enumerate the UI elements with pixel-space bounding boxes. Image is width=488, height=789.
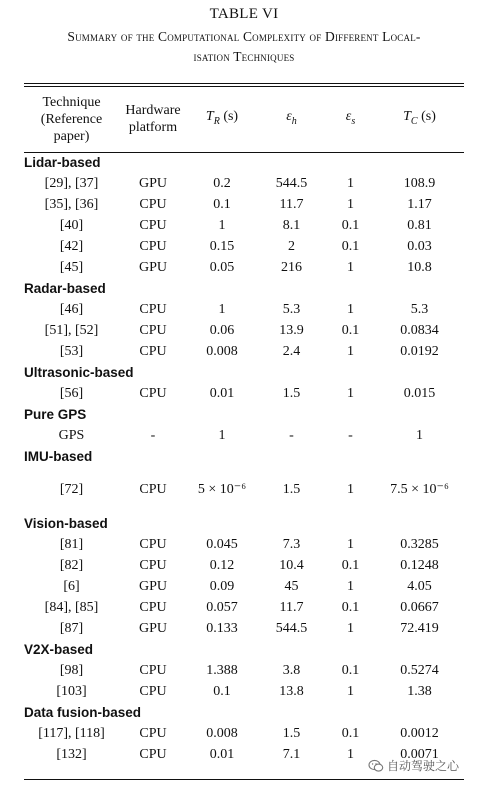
cell-tr: 0.008: [206, 344, 238, 359]
table-row: [24, 660, 464, 681]
table-row: [24, 215, 464, 236]
cell-reference: [51], [52]: [44, 323, 99, 338]
cell-reference: [103]: [56, 684, 87, 699]
cell-tr: 0.05: [209, 260, 235, 275]
table-row: [24, 341, 464, 362]
cell-es: 1: [347, 260, 354, 275]
table-row: [24, 257, 464, 278]
cell-es: 0.1: [341, 726, 360, 741]
cell-hardware: CPU: [139, 344, 167, 359]
header-tc-symbol: T: [403, 109, 411, 125]
cell-tr: 0.01: [209, 386, 235, 401]
cell-tr: 0.045: [206, 537, 238, 552]
header-tr-sub: R: [213, 115, 220, 127]
header-row: [24, 86, 464, 152]
cell-es: 1: [347, 579, 354, 594]
table-row: [24, 383, 464, 404]
cell-reference: [81]: [59, 537, 84, 552]
cell-tc: 0.0834: [400, 323, 439, 338]
cell-hardware: CPU: [139, 386, 167, 401]
cell-tc: 0.015: [403, 386, 436, 401]
table-row: [24, 425, 464, 446]
cell-es: 1: [347, 747, 354, 762]
cell-tr: 1: [218, 302, 226, 317]
cell-reference: [46]: [59, 302, 84, 317]
group-header-row: [24, 702, 464, 723]
cell-eh: 544.5: [275, 176, 308, 191]
cell-tc: 7.5 × 10⁻⁶: [390, 482, 449, 497]
cell-reference: [87]: [59, 621, 84, 636]
cell-tc: 10.8: [407, 260, 432, 275]
cell-eh: 216: [281, 260, 302, 275]
cell-es: 1: [347, 537, 354, 552]
cell-tc: 0.03: [407, 239, 432, 254]
cell-tr: 0.1: [213, 197, 231, 212]
cell-es: 1: [347, 482, 354, 497]
cell-reference: [84], [85]: [44, 600, 99, 615]
cell-tc: 0.5274: [400, 663, 439, 678]
cell-eh: 11.7: [279, 197, 304, 212]
cell-hardware: CPU: [139, 558, 167, 573]
cell-tc: 4.05: [407, 579, 432, 594]
cell-tr: 0.1: [213, 684, 231, 699]
cell-tr: 1: [218, 428, 226, 443]
cell-tr: 5 × 10⁻⁶: [197, 482, 247, 497]
cell-reference: [6]: [63, 579, 80, 594]
table-row: [24, 173, 464, 194]
table-row: [24, 723, 464, 744]
cell-tr: 0.12: [209, 558, 235, 573]
cell-es: 1: [347, 302, 354, 317]
cell-tc: 72.419: [400, 621, 439, 636]
group-label: Radar-based: [24, 281, 106, 296]
cell-eh: 7.1: [282, 747, 301, 762]
watermark-text: 自动驾驶之心: [387, 759, 460, 773]
cell-eh: 13.8: [279, 684, 304, 699]
cell-hardware: CPU: [139, 239, 167, 254]
cell-tr: 0.01: [209, 747, 235, 762]
header-technique: Technique (Reference paper): [40, 94, 103, 144]
cell-hardware: CPU: [139, 537, 167, 552]
cell-reference: [98]: [59, 663, 84, 678]
table-row: [24, 597, 464, 618]
header-es-symbol: ε: [345, 109, 352, 125]
header-es: [326, 86, 375, 152]
cell-hardware: GPU: [138, 621, 167, 636]
table-row: [24, 576, 464, 597]
cell-reference: [82]: [59, 558, 84, 573]
cell-es: 0.1: [341, 239, 360, 254]
header-tc-sub: C: [410, 115, 418, 127]
cell-hardware: -: [150, 428, 156, 443]
cell-es: -: [348, 428, 353, 443]
header-tc: [375, 86, 464, 152]
table-row: [24, 681, 464, 702]
cell-eh: 544.5: [275, 621, 308, 636]
cell-reference: [132]: [56, 747, 87, 762]
cell-es: 1: [347, 386, 354, 401]
wechat-icon: [368, 758, 384, 774]
group-header-row: [24, 639, 464, 660]
cell-hardware: CPU: [139, 663, 167, 678]
cell-hardware: CPU: [139, 323, 167, 338]
table-body: [24, 152, 464, 765]
cell-eh: 2: [288, 239, 295, 254]
cell-es: 1: [347, 621, 354, 636]
cell-reference: [72]: [59, 482, 84, 497]
cell-hardware: GPU: [138, 176, 167, 191]
group-header-row: [24, 513, 464, 534]
header-tr: [187, 86, 257, 152]
cell-tc: 0.0071: [400, 747, 439, 762]
group-header-row: [24, 362, 464, 383]
table-row: [24, 467, 464, 513]
cell-eh: 11.7: [279, 600, 304, 615]
table-row: [24, 534, 464, 555]
group-label: IMU-based: [24, 449, 93, 464]
cell-hardware: GPU: [138, 579, 167, 594]
bottom-rule: [24, 779, 464, 780]
cell-reference: [42]: [59, 239, 84, 254]
cell-reference: [45]: [59, 260, 84, 275]
header-tr-unit: (s): [223, 109, 239, 125]
cell-hardware: CPU: [139, 302, 167, 317]
cell-hardware: CPU: [139, 197, 167, 212]
cell-tc: 5.3: [410, 302, 429, 317]
cell-tc: 0.0012: [400, 726, 439, 741]
cell-es: 1: [347, 197, 354, 212]
group-label: Data fusion-based: [24, 705, 142, 720]
cell-tr: 0.2: [213, 176, 231, 191]
group-label: Vision-based: [24, 516, 108, 531]
cell-tc: 1: [416, 428, 423, 443]
cell-reference: [117], [118]: [38, 726, 105, 741]
table-row: [24, 194, 464, 215]
cell-eh: 10.4: [279, 558, 304, 573]
header-tc-unit: (s): [421, 109, 436, 125]
complexity-table: [24, 86, 464, 765]
table-row: [24, 320, 464, 341]
table-title: TABLE VI: [209, 6, 279, 22]
caption-line-1: Summary of the Computational Complexity of Different Local-: [67, 29, 421, 44]
cell-tc: 0.3285: [400, 537, 439, 552]
cell-es: 0.1: [341, 663, 360, 678]
cell-eh: 1.5: [282, 726, 301, 741]
cell-es: 1: [347, 684, 354, 699]
cell-reference: [35], [36]: [44, 197, 99, 212]
group-label: V2X-based: [24, 642, 94, 657]
cell-reference: [29], [37]: [44, 176, 99, 191]
cell-tr: 1.388: [206, 663, 238, 678]
cell-es: 0.1: [341, 218, 360, 233]
cell-tc: 0.1248: [400, 558, 439, 573]
cell-tr: 0.06: [209, 323, 235, 338]
cell-hardware: CPU: [139, 218, 167, 233]
group-header-row: [24, 278, 464, 299]
cell-eh: 45: [284, 579, 299, 594]
cell-tc: 0.0192: [400, 344, 439, 359]
cell-es: 1: [347, 344, 354, 359]
cell-eh: 2.4: [282, 344, 301, 359]
cell-es: 0.1: [341, 323, 360, 338]
cell-tr: 0.057: [206, 600, 238, 615]
cell-tr: 1: [218, 218, 226, 233]
table-row: [24, 236, 464, 257]
header-tr-symbol: T: [205, 109, 214, 125]
cell-reference: GPS: [58, 428, 85, 443]
cell-es: 0.1: [341, 558, 360, 573]
header-eh: [257, 86, 326, 152]
group-label: Ultrasonic-based: [24, 365, 134, 380]
group-header-row: [24, 446, 464, 467]
table-caption: [6, 27, 482, 67]
table-row: [24, 555, 464, 576]
cell-tr: 0.008: [206, 726, 238, 741]
table-row: [24, 299, 464, 320]
top-rule-1: [24, 83, 464, 84]
cell-tr: 0.133: [206, 621, 238, 636]
group-header-row: [24, 404, 464, 425]
cell-hardware: CPU: [139, 482, 167, 497]
cell-hardware: CPU: [139, 684, 167, 699]
header-es-sub: s: [351, 115, 356, 127]
header-hardware: Hardware platform: [125, 103, 181, 135]
header-eh-symbol: ε: [286, 109, 292, 125]
cell-eh: 5.3: [282, 302, 301, 317]
cell-eh: 3.8: [282, 663, 301, 678]
group-header-row: [24, 152, 464, 173]
cell-es: 1: [347, 176, 354, 191]
group-label: Pure GPS: [24, 407, 87, 422]
cell-eh: -: [289, 428, 294, 443]
watermark: [368, 757, 459, 774]
group-label: Lidar-based: [24, 155, 101, 170]
cell-es: 0.1: [341, 600, 360, 615]
cell-tc: 108.9: [403, 176, 436, 191]
cell-tc: 0.81: [407, 218, 432, 233]
cell-eh: 1.5: [282, 482, 301, 497]
cell-eh: 8.1: [282, 218, 301, 233]
cell-tr: 0.15: [209, 239, 235, 254]
cell-eh: 1.5: [282, 386, 301, 401]
cell-tc: 1.38: [407, 684, 432, 699]
table-row: [24, 618, 464, 639]
cell-tc: 1.17: [407, 197, 432, 212]
cell-hardware: GPU: [138, 260, 167, 275]
cell-hardware: CPU: [139, 747, 167, 762]
cell-reference: [56]: [59, 386, 84, 401]
cell-tr: 0.09: [209, 579, 235, 594]
cell-reference: [40]: [59, 218, 84, 233]
cell-hardware: CPU: [139, 726, 167, 741]
caption-line-2: isation Techniques: [193, 49, 295, 64]
cell-eh: 7.3: [282, 537, 301, 552]
cell-eh: 13.9: [279, 323, 304, 338]
cell-tc: 0.0667: [400, 600, 439, 615]
header-eh-sub: h: [291, 115, 297, 127]
cell-reference: [53]: [59, 344, 84, 359]
cell-hardware: CPU: [139, 600, 167, 615]
